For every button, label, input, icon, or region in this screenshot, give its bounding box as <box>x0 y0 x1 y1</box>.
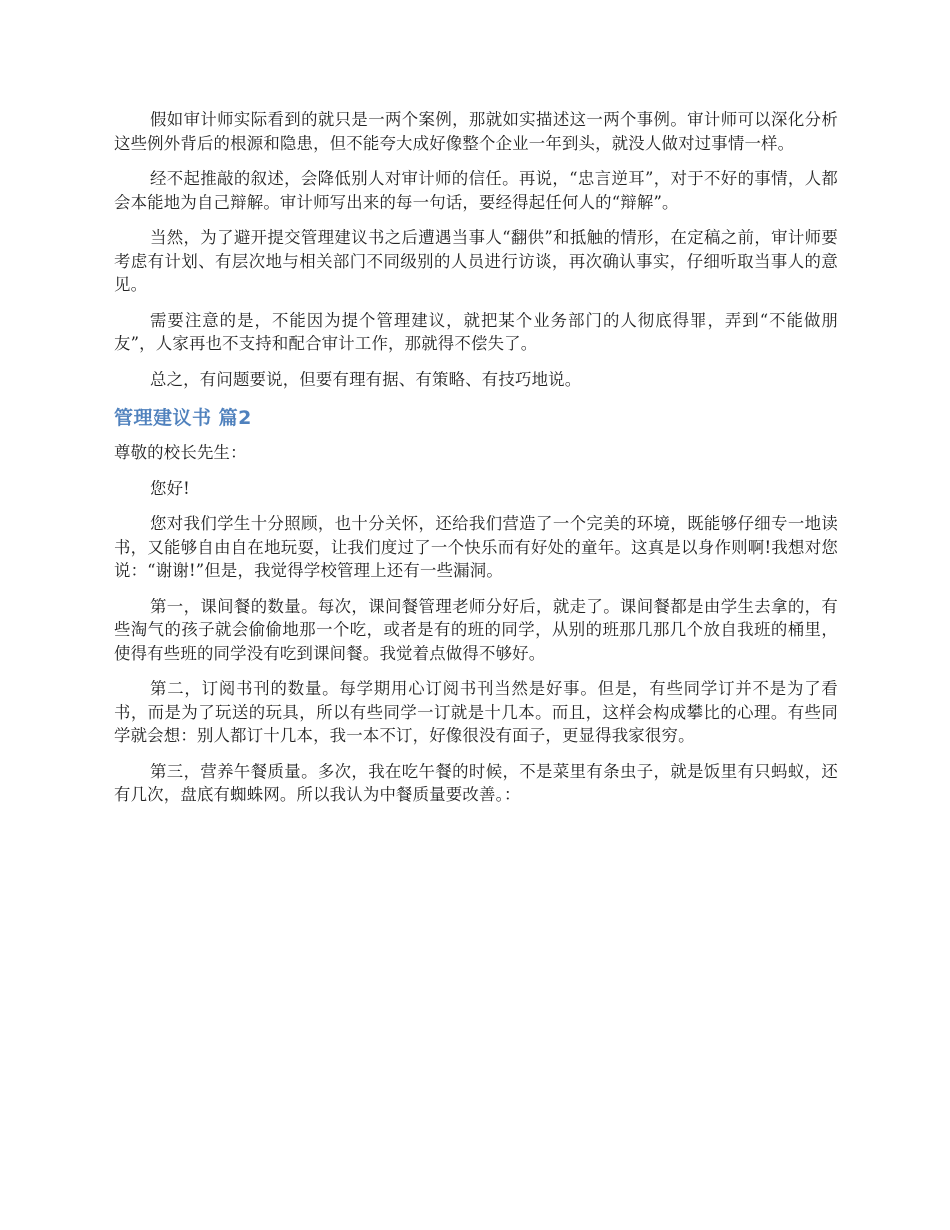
paragraph: 当然，为了避开提交管理建议书之后遭遇当事人“翻供”和抵触的情形，在定稿之前，审计师要考虑有计划、有层次地与相关部门不同级别的人员进行访谈，再次确认事实，仔细听取当事人的意见。 <box>114 228 838 294</box>
paragraph: 您对我们学生十分照顾，也十分关怀，还给我们营造了一个完美的环境，既能够仔细专一地读书，又能够自由自在地玩耍，让我们度过了一个快乐而有好处的童年。这真是以身作则啊!我想对您说：“谢谢!”但是，我觉得学校管理上还有一些漏洞。 <box>114 514 838 580</box>
document-page <box>114 108 838 819</box>
paragraph: 第三，营养午餐质量。多次，我在吃午餐的时候，不是菜里有条虫子，就是饭里有只蚂蚁，还有几次，盘底有蜘蛛网。所以我认为中餐质量要改善。： <box>114 761 838 804</box>
paragraph: 假如审计师实际看到的就只是一两个案例，那就如实描述这一两个事例。审计师可以深化分析这些例外背后的根源和隐患，但不能夸大成好像整个企业一年到头，就没人做对过事情一样。 <box>114 110 838 153</box>
paragraph: 第一，课间餐的数量。每次，课间餐管理老师分好后，就走了。课间餐都是由学生去拿的，有些淘气的孩子就会偷偷地那一个吃，或者是有的班的同学，从别的班那几那几个放自我班的桶里，使得有些班的同学没有吃到课间餐。我觉着点做得不够好。 <box>114 596 838 663</box>
section-heading: 管理建议书 篇2 <box>114 407 252 429</box>
paragraph: 需要注意的是，不能因为提个管理建议，就把某个业务部门的人彻底得罪，弄到“不能做朋友”，人家再也不支持和配合审计工作，那就得不偿失了。 <box>114 310 838 353</box>
greeting: 您好! <box>150 478 190 498</box>
paragraph: 总之，有问题要说，但要有理有据、有策略、有技巧地说。 <box>150 369 582 389</box>
salutation: 尊敬的校长先生： <box>114 443 247 462</box>
paragraph: 第二，订阅书刊的数量。每学期用心订阅书刊当然是好事。但是，有些同学订并不是为了看书，而是为了玩送的玩具，所以有些同学一订就是十几本。而且，这样会构成攀比的心理。有些同学就会想：别人都订十几本，我一本不订，好像很没有面子，更显得我家很穷。 <box>114 679 838 745</box>
paragraph: 经不起推敲的叙述，会降低别人对审计师的信任。再说，“忠言逆耳”，对于不好的事情，人都会本能地为自己辩解。审计师写出来的每一句话，要经得起任何人的“辩解”。 <box>114 169 838 212</box>
